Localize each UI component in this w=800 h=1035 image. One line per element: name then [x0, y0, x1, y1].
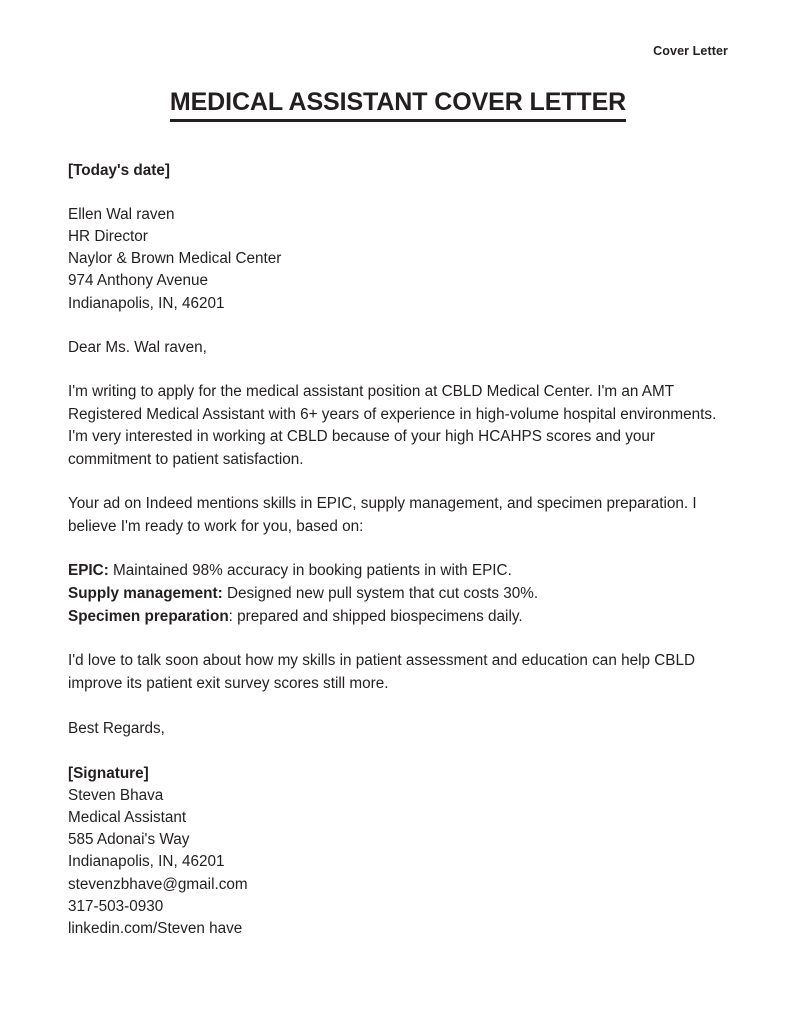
- recipient-street: 974 Anthony Avenue: [68, 272, 209, 290]
- signature-placeholder: [Signature]: [68, 764, 149, 782]
- skill-label: Specimen preparation: [68, 607, 229, 625]
- sender-street: 585 Adonai's Way: [68, 831, 190, 849]
- sender-email: stevenzbhave@gmail.com: [68, 875, 248, 893]
- sender-phone: 317-503-0930: [68, 897, 164, 915]
- body-paragraph-3: I'd love to talk soon about how my skills in patient assessment and education can help CBLD improve its patient exit survey scores still more.: [68, 652, 696, 692]
- skill-label: EPIC:: [68, 562, 109, 580]
- closing-line: Best Regards,: [68, 720, 165, 738]
- body-paragraph-2: Your ad on Indeed mentions skills in EPIC, supply management, and specimen preparation. I believe I'm ready to work for you, based on:: [68, 495, 697, 535]
- skill-item: [68, 583, 728, 606]
- body-paragraph-1: I'm writing to apply for the medical assistant position at CBLD Medical Center. I'm an AMT Registered Medical Assistant with 6+ years of experience in high-volume hospital environments. I'm very interested in working at CBLD because of your high HCAHPS scores and your commitment to patient satisfaction.: [68, 382, 717, 468]
- skill-description: Maintained 98% accuracy in booking patients in with EPIC.: [108, 562, 512, 580]
- sender-contact-block: [68, 785, 728, 940]
- skill-description: : prepared and shipped biospecimens daily.: [228, 607, 523, 625]
- page-title: [68, 88, 728, 122]
- recipient-company: Naylor & Brown Medical Center: [68, 250, 282, 268]
- sender-linkedin: linkedin.com/Steven have: [68, 920, 243, 938]
- sender-job-title: Medical Assistant: [68, 809, 187, 827]
- recipient-job-title: HR Director: [68, 227, 148, 245]
- document-content: [68, 0, 728, 940]
- skill-description: Designed new pull system that cut costs 30%.: [222, 585, 539, 603]
- sender-name: Steven Bhava: [68, 786, 164, 804]
- skill-label: Supply management:: [68, 585, 223, 603]
- recipient-name: Ellen Wal raven: [68, 205, 175, 223]
- document-type-label: Cover Letter: [653, 44, 728, 58]
- skill-item: [68, 606, 728, 629]
- skill-item: [68, 560, 728, 583]
- page-title-text: MEDICAL ASSISTANT COVER LETTER: [170, 89, 626, 122]
- recipient-city-state-zip: Indianapolis, IN, 46201: [68, 294, 225, 312]
- sender-city-state-zip: Indianapolis, IN, 46201: [68, 853, 225, 871]
- salutation: Dear Ms. Wal raven,: [68, 338, 207, 356]
- date-placeholder: [Today's date]: [68, 161, 170, 179]
- recipient-address-block: [68, 204, 728, 315]
- skills-list: [68, 560, 728, 628]
